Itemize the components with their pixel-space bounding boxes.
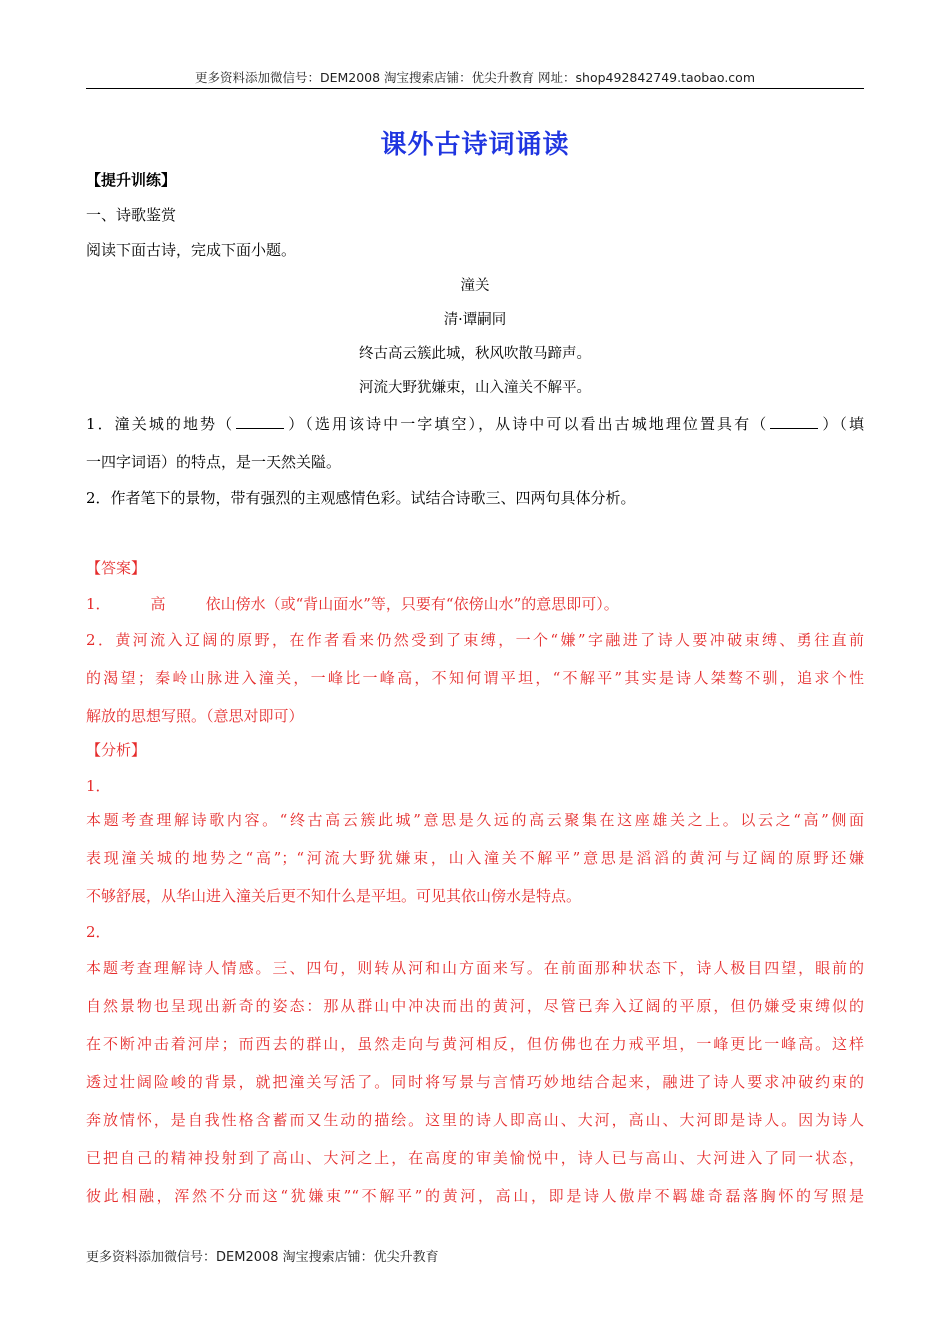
question-1-line2: 一四字词语）的特点，是一天然关隘。: [86, 453, 342, 471]
answer-1: [86, 594, 864, 614]
instruction: 阅读下面古诗，完成下面小题。: [86, 241, 297, 259]
q1-part2: ）（选用该诗中一字填空），从诗中可以看出古城地理位置具有（: [286, 415, 769, 433]
q1-blank-1[interactable]: [236, 414, 284, 429]
analysis-2-line-5: 奔放情怀，是自我性格含蓄而又生动的描绘。这里的诗人即高山、大河，高山、大河即是诗人。因为诗人: [86, 1111, 864, 1129]
q1-blank-2[interactable]: [770, 414, 818, 429]
q1-part3: ）（填: [820, 415, 864, 433]
answer-1-num: 1．: [86, 595, 111, 613]
part-heading: 一、诗歌鉴赏: [86, 206, 177, 224]
page-footer: 更多资料添加微信号：DEM2008 淘宝搜索店铺：优尖升教育: [86, 1250, 439, 1265]
analysis-1-line-1: 本题考查理解诗歌内容。“终古高云簇此城”意思是久远的高云聚集在这座雄关之上。以云之“高”侧面: [86, 811, 864, 829]
answer-2-line-3: 解放的思想写照。（意思对即可）: [86, 707, 304, 725]
answer-2-line-2: 的渴望；秦岭山脉进入潼关，一峰比一峰高，不知何谓平坦，“不解平”其实是诗人桀骜不驯，追求个性: [86, 669, 864, 687]
poem-line-1: 终古高云簇此城，秋风吹散马蹄声。: [359, 346, 591, 362]
answer-1-text: 依山傍水（或“背山面水”等，只要有“依傍山水”的意思即可）。: [205, 595, 619, 613]
analysis-2-num: 2．: [86, 923, 111, 941]
analysis-1-num: 1．: [86, 777, 111, 795]
section-label: 【提升训练】: [86, 171, 177, 189]
analysis-2-line-4: 透过壮阔险峻的背景，就把潼关写活了。同时将写景与言情巧妙地结合起来，融进了诗人要求冲破约束的: [86, 1073, 864, 1091]
q1-part1: 1．潼关城的地势（: [86, 415, 235, 433]
analysis-2-line-7: 彼此相融，浑然不分而这“犹嫌束”“不解平”的黄河，高山，即是诗人傲岸不羁雄奇磊落胸怀的写照是: [86, 1187, 864, 1205]
header-rule: [86, 88, 864, 89]
analysis-1-line-2: 表现潼关城的地势之“高”；“河流大野犹嫌束，山入潼关不解平”意思是滔滔的黄河与辽阔的原野还嫌: [86, 849, 864, 867]
analysis-2-line-6: 已把自己的精神投射到了高山、大河之上，在高度的审美愉悦中，诗人已与高山、大河进入了同一状态，: [86, 1149, 864, 1167]
question-1: [86, 414, 864, 434]
analysis-1-line-3: 不够舒展，从华山进入潼关后更不知什么是平坦。可见其依山傍水是特点。: [86, 887, 582, 905]
analysis-2-line-1: 本题考查理解诗人情感。三、四句，则转从河和山方面来写。在前面那种状态下，诗人极目四望，眼前的: [86, 959, 864, 977]
answer-label: 【答案】: [86, 559, 147, 577]
poem-title: 潼关: [460, 278, 490, 294]
poem-line-2: 河流大野犹嫌束，山入潼关不解平。: [359, 380, 591, 396]
page-title: 课外古诗词诵读: [380, 130, 570, 160]
analysis-2-line-3: 在不断冲击着河岸；而西去的群山，虽然走向与黄河相反，但仿佛也在力戒平坦，一峰更比一峰高。这样: [86, 1035, 864, 1053]
answer-2-line-1: 2．黄河流入辽阔的原野，在作者看来仍然受到了束缚，一个“嫌”字融进了诗人要冲破束缚、勇往直前: [86, 631, 864, 649]
question-2: 2．作者笔下的景物，带有强烈的主观感情色彩。试结合诗歌三、四两句具体分析。: [86, 489, 636, 507]
page-header: 更多资料添加微信号：DEM2008 淘宝搜索店铺：优尖升教育 网址：shop492842749.taobao.com: [194, 70, 756, 85]
poem-author: 清·谭嗣同: [443, 312, 507, 328]
answer-1-word: 高: [150, 595, 166, 613]
analysis-2-line-2: 自然景物也呈现出新奇的姿态：那从群山中冲决而出的黄河，尽管已奔入辽阔的平原，但仍嫌受束缚似的: [86, 997, 864, 1015]
analysis-label: 【分析】: [86, 741, 147, 759]
